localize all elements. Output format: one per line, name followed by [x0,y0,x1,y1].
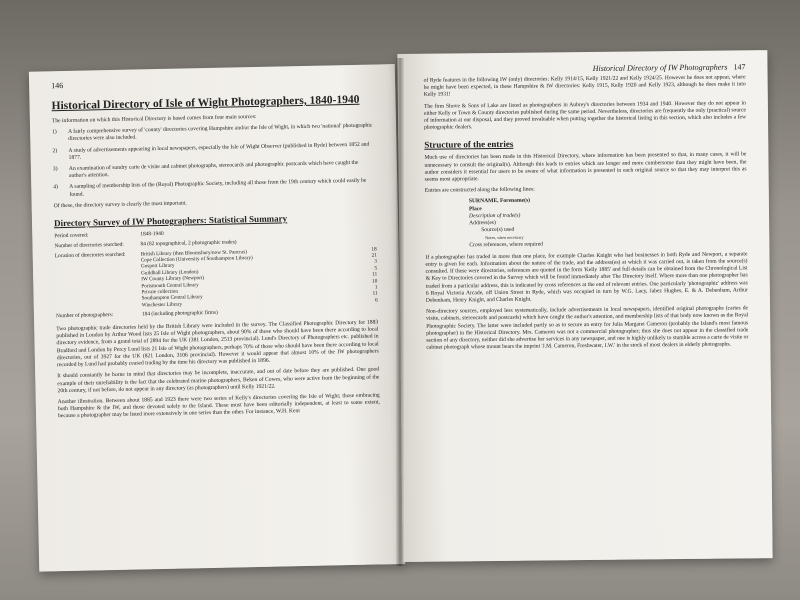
body-paragraph: Non-directory sources, employed less systematically, include advertisements in local newspapers, identified original photographs (cartes de visite, cabinets, stereocards and postcards) which have caught the author's attention, and membership lists of that body now known as the Royal Photographic Society. The latter were included partly so as to secure an entry for Julia Margaret Cameron (probably the Island's most famous photographer) in the Historical Directory. Mrs. Cameron was not a commercial photographer; thus she does not appear in the classified trade section of any directory, neither did she advertise her services in any newspaper, and one is highly unlikely to stumble across a carte de visite or cabinet photograph whose mount bears the imprint 'J.M. Cameron, Freshwater, I.W.' in the stock of most dealers in elderly photographs. [426,305,749,352]
list-item: 4) A sampling of membership lists of the (Royal) Photographic Society, including all those from the 19th century which could easily be found. [53,178,367,198]
right-page [397,50,772,562]
body-paragraph: It should constantly be borne in mind that directories may be incomplete, inaccurate, and out of date before they are published. One good example of their unreliability is the fact that the celebrated marine photographers, Beken of Cowes, who were active from the beginning of the 20th century, if not before, do not appear in any directory (as photographers) until Kelly 1921/22. [57,366,380,394]
summary-heading: Directory Survey of IW Photographers: Statistical Summary [53,213,288,229]
library-item: Cope Collection (University of Southampton Library) 21 [140,252,377,264]
summary-directories-row: Number of directories searched: 84 (82 topographical, 2 photographic trades) [54,239,237,250]
entry-template: SURNAME, Forename(s) Place Description of trade(s) Address(es) Source(s) used Notes, when necessary Cross references, where required [468,198,543,248]
body-paragraph: The firm Shove & Sons of Lake are listed as photographers in Aubrey's directories between 1934 and 1940. However they do not appear in either Kelly or Town & County directories published during the same period. Nevertheless, directories are frequently the only (practical) source of information at our disposal, and they proved invaluable when putting together the historical listing in this section, which also includes a few photographic dealers. [423,99,747,131]
library-item: Gosport Library 3 [140,258,377,270]
body-paragraph: Two photographic trade directories held by the British Library were included in the survey. The Classified Photographic Directory for 1883 published in London by Arthur Wood lists 25 Isle of Wight photographers, about 90% of those who should have been there according to local directory evidence, from a grand total of 2894 for the UK (381 London, 2513 provincial). Lund's Directory of Photographers etc. published in Bradford and London by Percy Lund lists 21 Isle of Wight photographers, perhaps 70% of those who should have been there according to local directories, out of 3927 for the UK (821 London, 3106 provincial). However it would appear that almost 10% of the IW photographers recorded by Lund had probably ceased trading by the time his directory was published in 1896. [56,319,379,369]
left-page [29,64,405,572]
list-item: 1) A fairly comprehensive survey of 'county' directories covering Hampshire and/or the Isle of Wight, in which two 'national' photographic directories were also included. [52,122,373,143]
list-item: 3) An examination of sundry carte de visite and cabinet photographs, stereocards and photographic postcards which have caught the author's attention. [52,159,359,180]
running-head: Historical Directory of IW Photographers 147 [592,62,746,73]
right-page-content [423,62,748,356]
body-paragraph: of Ryde features in the following IW (only) directories: Kelly 1914/15, Kelly 1921/22 and Kelly 1924/25. However he does not appear, where he might have been expected, in these Hampshire & IW directories: Kelly 1915, Kelly 1920 and Kelly 1923, although he does make it into Kelly 1931! [423,74,746,99]
library-item: IW County Library (Newport) 11 [141,271,378,283]
library-item: British Library (then Bloomsbury/now St. Pancras) 18 [140,246,377,258]
body-paragraph: Entries are constructed along the following lines: [424,186,535,194]
left-page-number: 146 [51,81,64,91]
list-item: 2) A study of advertisements appearing in local newspapers, especially the Isle of Wight Observer (published in Ryde) between 1852 and 1877. [52,141,370,161]
summary-locations-row: Location of directories searched: British Library (then Bloomsbury/now St. Pancras) 18 Cope Collection (University of Southampton Library) 21 Gosport Library 3 Guildhall Library (London) 5 IW County Library (Newport) 11 Portsmouth Central Library 10 Private collection 1 Southampton Central Library 11 Winchester Library 6 [54,246,378,309]
right-page-number: 147 [733,62,746,72]
intro-text: The information on which this Historical Directory is based comes from four main sources: [51,113,257,125]
body-paragraph: Another illustration. Between about 1885 and 1923 there were two series of Kelly's directories covering the Isle of Wight; those embracing both Hampshire & the IW, and those devoted solely to the Island. These must have been editorially independent, at least to some extent, because a photographer may be listed more extensively in one series than the other. For instance, W.H. Kent [57,392,380,420]
library-list [141,246,378,309]
body-paragraph: If a photographer has traded in more than one place, for example Charles Knight who had businesses in both Ryde and Newport, a separate entry is given for each. Information about the nature of the trade, and the address(es) at which it was carried out, is taken from the source(s) consulted. If these were directories, references are quoted in the form 'Kelly 1885' and full details can be obtained from the Chronological List & Key to Directories covered in the Survey which will be found immediately after The Directory itself. Where more than one photographer has traded from a particular address, this is indicated by cross references at the end of relevant entries. One particularly 'photographic' address was 6 Royal Victoria Arcade, off Union Street in Ryde, which was occupied in turn by W.G. Lacy, Jabez Hughes, E. & A. Debenham, Arthur Debenham, Henry Knight, and Charles Knight. [425,251,748,304]
summary-period-row: Period covered: 1848-1940 [54,230,164,240]
open-book [28,48,780,568]
library-item: Portsmouth Central Library 10 [141,278,378,290]
left-page-content [51,75,380,425]
structure-heading: Structure of the entries [424,139,514,151]
library-item: Winchester Library 6 [141,297,378,309]
library-item: Guildhall Library (London) 5 [141,265,378,277]
after-sources-text: Of these, the directory survey is clearly the most important. [53,200,187,210]
library-item: Southampton Central Library 11 [141,290,378,302]
body-paragraph: Much use of directories has been made in this Historical Directory, where information has been presented so that, in many cases, it will be unnecessary to consult the original(s). Although this leads to entries which are longer and more cumbersome than they might have been, the author considers it essential for users to be aware of what information is presented in each original source so that they may interpret this as seems most appropriate. [424,151,747,183]
library-item: Private collection 1 [141,284,378,296]
sources-list [52,123,375,199]
page-title: Historical Directory of Isle of Wight Photographers, 1840-1940 [51,93,360,113]
book-gutter [396,58,404,566]
summary-photographers-row: Number of photographers: 184 (including photographic firms) [55,310,218,320]
